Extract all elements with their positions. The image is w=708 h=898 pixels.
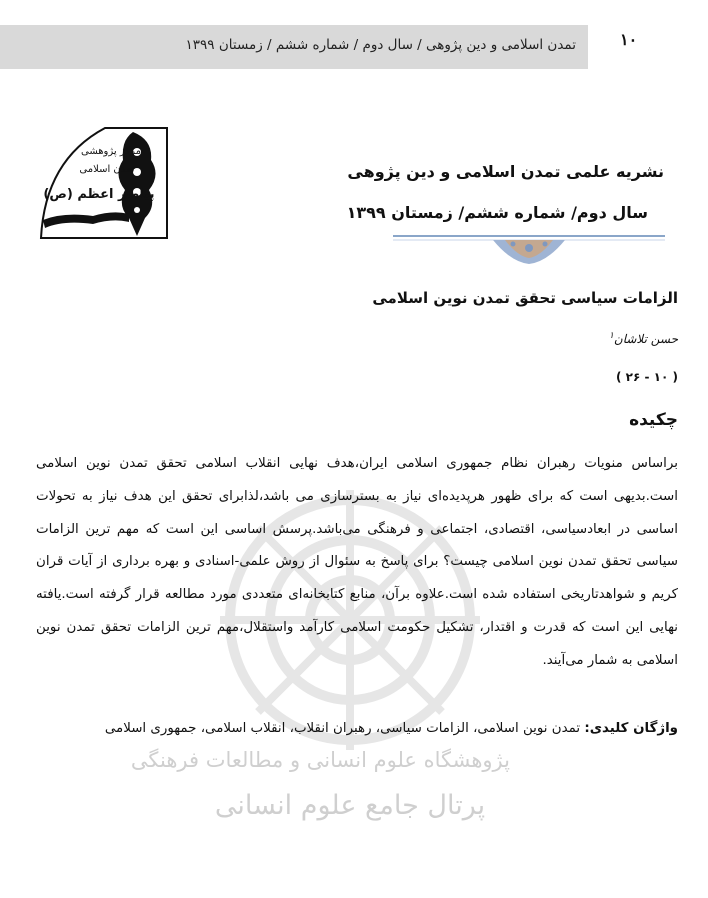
journal-title: نشریه علمی تمدن اسلامی و دین پژوهی (347, 162, 664, 181)
abstract-heading: چکیده (629, 410, 678, 430)
keywords-text: تمدن نوین اسلامی، الزامات سیاسی، رهبران انقلاب، انقلاب اسلامی، جمهوری اسلامی (104, 721, 581, 736)
author-name (609, 331, 678, 346)
watermark-text-portal: پرتال جامع علوم انسانی (214, 790, 486, 821)
keywords-label: واژگان کلیدی: (584, 721, 678, 736)
page-range: ( ۱۰ - ۲۶ ) (616, 370, 678, 384)
watermark-text-institute: پژوهشگاه علوم انسانی و مطالعات فرهنگی (130, 748, 510, 772)
author-text: حسن تلاشان (613, 332, 678, 346)
article-title: الزامات سیاسی تحقق تمدن نوین اسلامی (372, 289, 678, 307)
logo-text-line2: تمدن اسلامی (79, 164, 135, 175)
journal-logo (33, 120, 173, 240)
ornament-divider (393, 232, 665, 268)
running-header (0, 25, 588, 69)
logo-text-line3: پیامبر اعظم (ص) (43, 187, 155, 202)
author-footnote-mark: ۱ (609, 331, 614, 341)
logo-text-line1: مرکز پژوهشی (81, 146, 141, 157)
running-title: تمدن اسلامی و دین پژوهی / سال دوم / شماره ششم / زمستان ۱۳۹۹ (185, 37, 576, 53)
page-number: ۱۰ (620, 30, 638, 49)
journal-issue: سال دوم/ شماره ششم/ زمستان ۱۳۹۹ (346, 203, 648, 222)
abstract-text: براساس منویات رهبران نظام جمهوری اسلامی ایران،هدف نهایی انقلاب اسلامی تحقق تمدن نوین اسلامی است.بدیهی است که برای ظهور هرپدیده‌ای نیاز به بسترسازی می باشد،لذابرای تحقق این هدف نیاز به تحولات اساسی در ابعادسیاسی، اقتصادی، اجتماعی و فرهنگی می‌باشد.پرسش اساسی این است که مهم ترین الزامات سیاسی تحقق تمدن نوین اسلامی چیست؟ برای پاسخ به سئوال از روش علمی-اسنادی و بهره برداری از آیات قران کریم و شواهدتاریخی استفاده شده است.علاوه برآن، منابع کتابخانه‌ای متعددی مورد مطالعه قرار گرفته است.یافته نهایی این است که قدرت و اقتدار، تشکیل حکومت اسلامی کارآمد واستقلال،مهم ترین الزامات تحقق تمدن نوین اسلامی به شمار می‌آیند. (36, 456, 678, 668)
keywords (36, 713, 678, 745)
